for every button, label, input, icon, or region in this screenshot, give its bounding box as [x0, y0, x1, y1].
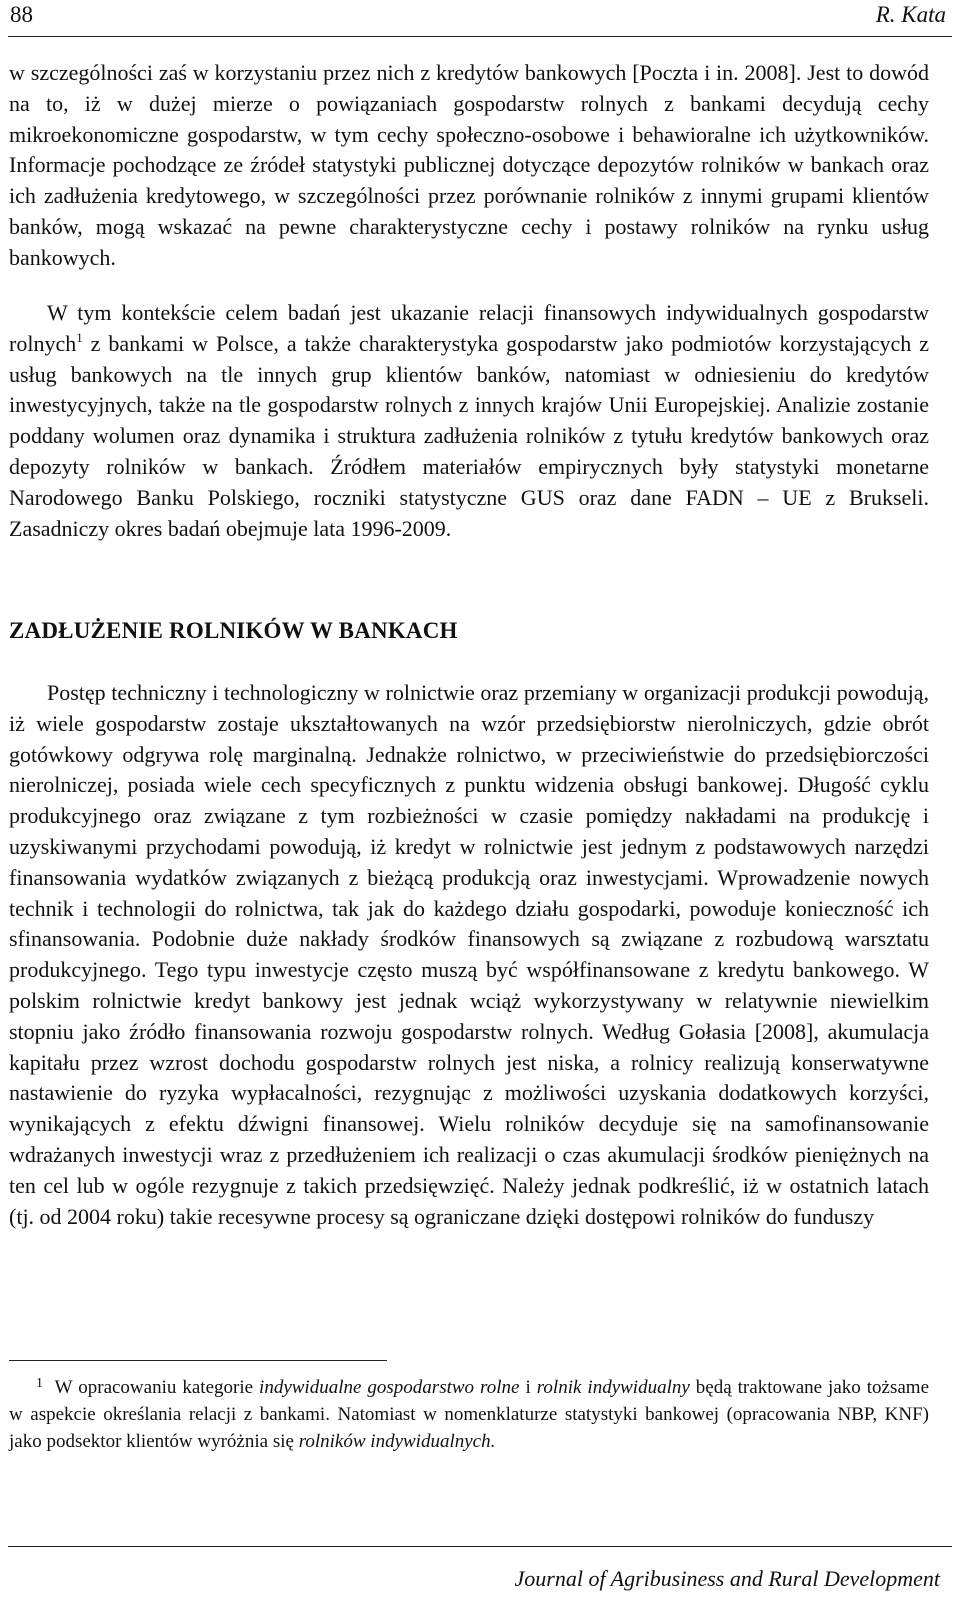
footnote-term-3: rolników indywidualnych. [298, 1431, 496, 1452]
paragraph-2-text-b: z bankami w Polsce, a także charakterystyka gospodarstw jako podmiotów korzystających z usług bankowych na tle innych grup klientów banków, natomiast w odniesieniu do kredytów inwestycyjnych, także na tle gospodarstw rolnych z innych krajów Unii Europejskiej. Analizie zostanie poddany wolumen oraz dynamika i struktura zadłużenia rolników z tytułu kredytów bankowych oraz depozyty rolników w bankach. Źródłem materiałów empirycznych były statystyki monetarne Narodowego Banku Polskiego, roczniki statystyczne GUS oraz dane FADN – UE z Brukseli. Zasadniczy okres badań obejmuje lata 1996-2009. [9, 330, 929, 541]
body-paragraph-1: w szczególności zaś w korzystaniu przez nich z kredytów bankowych [Poczta i in. 2008]. Jest to dowód na to, iż w dużej mierze o powiązaniach gospodarstw rolnych z bankami decydują cechy mikroekonomiczne gospodarstw, w tym cechy społeczno-osobowe i behawioralne ich użytkowników. Informacje pochodzące ze źródeł statystyki publicznej dotyczące depozytów rolników w bankach oraz ich zadłużenia kredytowego, w szczególności przez porównanie rolników z innymi grupami klientów banków, mogą wskazać na pewne charakterystyczne cechy i postawy rolników na rynku usług bankowych. [9, 60, 929, 270]
footer-divider [8, 1546, 952, 1547]
body-paragraph-3 [9, 678, 929, 1232]
footnote-text-3: będą traktowane jako tożsame w aspekcie określania relacji z bankami. Natomiast w nomenklaturze statystyki bankowej (opracowania NBP, KNF) jako podsektor klientów wyróżnia się [9, 1377, 930, 1452]
page-number: 88 [10, 2, 33, 27]
body-paragraph-2 [9, 298, 929, 544]
footnote-term-1: indywidualne gospodarstwo rolne [259, 1377, 520, 1398]
footnote-divider [9, 1360, 387, 1361]
paragraph-2-text-a: W tym kontekście celem badań jest ukazanie relacji finansowych indywidualnych gospodarstw rolnych [9, 300, 929, 356]
footnote-mark: 1 [36, 1376, 43, 1391]
footnote-text-1: W opracowaniu kategorie [49, 1377, 260, 1398]
footnote-reference: 1 [76, 329, 83, 345]
paragraph-3-text: Postęp techniczny i technologiczny w rolnictwie oraz przemiany w organizacji produkcji powodują, iż wiele gospodarstw zostaje ukształtowanych na wzór przedsiębiorstw nierolniczych, gdzie obrót gotówkowy odgrywa rolę marginalną. Jednakże rolnictwo, w przeciwieństwie do przedsiębiorczości nierolniczej, posiada wiele cech specyficznych z punktu widzenia obsługi bankowej. Długość cyklu produkcyjnego oraz związane z tym rozbieżności w czasie pomiędzy nakładami na produkcję i uzyskiwanymi przychodami powodują, iż kredyt w rolnictwie jest jednym z podstawowych narzędzi finansowania wydatków związanych z bieżącą produkcją oraz inwestycjami. Wprowadzenie nowych technik i technologii do rolnictwa, tak jak do każdego działu gospodarki, powoduje konieczność ich sfinansowania. Podobnie duże nakłady środków finansowych są związane z rozbudową warsztatu produkcyjnego. Tego typu inwestycje często muszą być współfinansowane z kredytu bankowego. W polskim rolnictwie kredyt bankowy jest jednak wciąż wykorzystywany w relatywnie niewielkim stopniu jako źródło finansowania rozwoju gospodarstw rolnych. Według Gołasia [2008], akumulacja kapitału przez wzrost dochodu gospodarstw rolnych jest niska, a rolnicy realizują konserwatywne nastawienie do ryzyka wypłacalności, rezygnując z możliwości uzyskania dodatkowych korzyści, wynikających z efektu dźwigni finansowej. Wielu rolników decyduje się na samofinansowanie wdrażanych inwestycji wraz z przedłużeniem ich realizacji o czas akumulacji środków pieniężnych na ten cel lub w ogóle rezygnuje z takich przedsięwzięć. Należy jednak podkreślić, iż w ostatnich latach (tj. od 2004 roku) takie recesywne procesy są ograniczane dzięki dostępowi rolników do funduszy [9, 680, 929, 1229]
section-heading: ZADŁUŻENIE ROLNIKÓW W BANKACH [9, 618, 458, 643]
running-author: R. Kata [875, 2, 946, 27]
running-header [8, 0, 952, 37]
footnote [9, 1374, 929, 1455]
footnote-text-2: i [519, 1377, 537, 1398]
footnote-term-2: rolnik indywidualny [536, 1377, 690, 1398]
journal-name: Journal of Agribusiness and Rural Development [514, 1566, 940, 1591]
